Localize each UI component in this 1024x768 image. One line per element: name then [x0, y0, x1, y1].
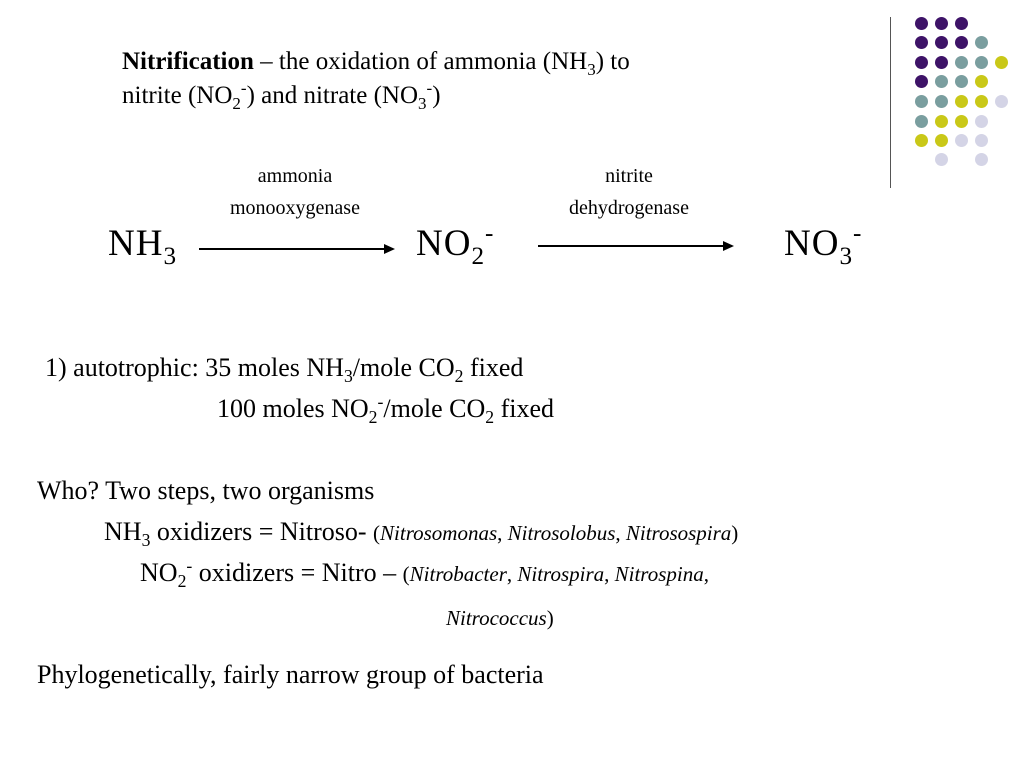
dot [935, 56, 948, 69]
body-text: oxidizers = Nitroso- [150, 517, 374, 546]
superscript: - [485, 220, 495, 248]
dot [915, 36, 928, 49]
paren: ) [546, 606, 554, 630]
body-text: /mole CO [352, 353, 455, 382]
title-text: ) to [595, 48, 630, 75]
dot [975, 36, 988, 49]
who-heading: Who? Two steps, two organisms [37, 476, 375, 505]
superscript: - [377, 391, 384, 412]
conclusion-text: Phylogenetically, fairly narrow group of bacteria [37, 660, 544, 689]
no2-formula [416, 220, 495, 270]
body-text: NO [140, 558, 178, 587]
dot [935, 95, 948, 108]
slide-title [122, 45, 630, 113]
superscript: - [853, 220, 863, 248]
autotrophic-line-1 [45, 351, 523, 385]
nitro-line-continued [446, 601, 554, 635]
title-bold-term: Nitrification [122, 48, 254, 75]
dot [915, 95, 928, 108]
dot [935, 75, 948, 88]
body-text: oxidizers = Nitro – [192, 558, 403, 587]
dot [935, 17, 948, 30]
genus-name: Nitrococcus [446, 606, 547, 630]
separator: , [497, 521, 508, 545]
dot [935, 153, 948, 166]
subscript: 2 [471, 242, 486, 270]
dot [975, 115, 988, 128]
superscript: - [240, 78, 247, 98]
dot [975, 153, 988, 166]
divider-line [890, 17, 891, 188]
superscript: - [186, 555, 193, 576]
dot [975, 134, 988, 147]
genus-name: Nitrosospira [625, 521, 732, 545]
superscript: - [426, 78, 433, 98]
enzyme-2-line-2: dehydrogenase [569, 197, 689, 219]
title-text: ) [432, 82, 441, 109]
no3-formula [784, 220, 863, 270]
dot [915, 134, 928, 147]
subscript: 2 [485, 407, 495, 428]
dot [955, 95, 968, 108]
dot [975, 75, 988, 88]
dot [955, 75, 968, 88]
genus-name: Nitrospina [614, 562, 704, 586]
nitro-line [140, 556, 709, 591]
enzyme-2-label [534, 160, 724, 224]
dot [955, 134, 968, 147]
dot [935, 36, 948, 49]
dot [955, 36, 968, 49]
enzyme-1-label [200, 160, 390, 224]
genus-name: Nitrospira [517, 562, 605, 586]
dot [955, 56, 968, 69]
dot [995, 56, 1008, 69]
organism-list [373, 521, 738, 545]
body-text: fixed [463, 353, 524, 382]
title-text: – the oxidation of ammonia (NH [253, 48, 588, 75]
genus-name: Nitrobacter [409, 562, 507, 586]
body-text: fixed [494, 394, 555, 423]
dot [915, 115, 928, 128]
dot [975, 95, 988, 108]
body-text: 100 moles NO [217, 394, 369, 423]
body-text: 1) autotrophic: 35 moles NH [45, 353, 344, 382]
organism-list [403, 562, 709, 586]
separator: , [703, 562, 709, 586]
dot [955, 115, 968, 128]
formula-text: NO [784, 223, 840, 264]
genus-name: Nitrosolobus [507, 521, 616, 545]
genus-name: Nitrosomonas [380, 521, 498, 545]
subscript: 3 [418, 93, 427, 113]
dot [935, 115, 948, 128]
separator: , [604, 562, 615, 586]
title-line-2 [122, 79, 630, 113]
formula-text: NO [416, 223, 472, 264]
paren: ) [731, 521, 739, 545]
dot [955, 17, 968, 30]
nitroso-line [104, 515, 738, 550]
body-text: /mole CO [383, 394, 486, 423]
subscript: 3 [141, 530, 151, 551]
subscript: 3 [839, 242, 854, 270]
subscript: 3 [587, 59, 596, 79]
title-line-1 [122, 45, 630, 79]
formula-text: NH [108, 223, 164, 264]
dot [915, 56, 928, 69]
title-text: nitrite (NO [122, 82, 233, 109]
subscript: 2 [232, 93, 241, 113]
subscript: 2 [177, 571, 187, 592]
reaction-arrow-2 [538, 245, 732, 247]
paren: ( [373, 521, 381, 545]
reaction-arrow-1 [199, 248, 393, 250]
dot [935, 134, 948, 147]
autotrophic-line-2 [217, 392, 554, 426]
subscript: 2 [454, 366, 464, 387]
dot [995, 95, 1008, 108]
title-text: ) and nitrate (NO [246, 82, 419, 109]
dot [975, 56, 988, 69]
paren: ( [402, 562, 410, 586]
enzyme-1-line-2: monooxygenase [230, 197, 360, 219]
enzyme-2-line-1: nitrite [605, 165, 653, 187]
separator: , [615, 521, 626, 545]
dot [915, 75, 928, 88]
enzyme-1-line-1: ammonia [257, 165, 333, 187]
body-text: NH [104, 517, 142, 546]
dot [915, 17, 928, 30]
subscript: 3 [163, 242, 178, 270]
subscript: 2 [368, 407, 378, 428]
nh3-formula [108, 222, 178, 270]
separator: , [506, 562, 518, 586]
subscript: 3 [343, 366, 353, 387]
